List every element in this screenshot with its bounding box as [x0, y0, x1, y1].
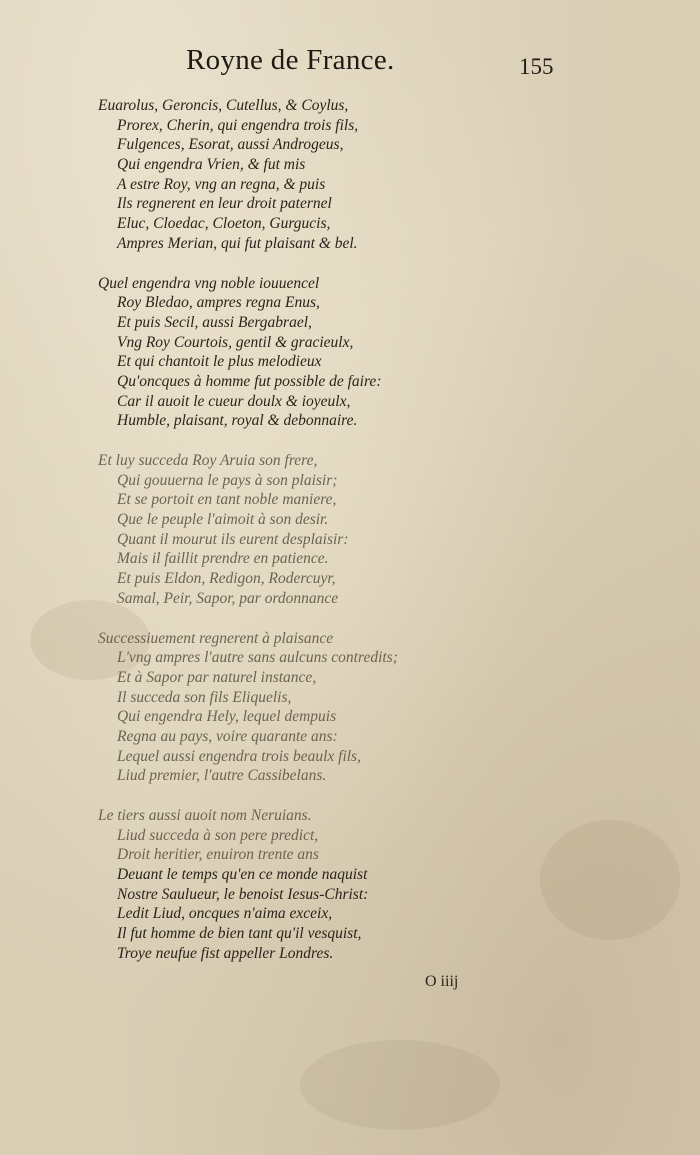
- stanza-gap: [0, 254, 700, 274]
- signature-mark: O iiij: [425, 973, 459, 990]
- poem-text: [0, 96, 700, 964]
- verse-line: Qui gouuerna le pays à son plaisir;: [117, 471, 338, 489]
- verse-line: Successiuement regnerent à plaisance: [98, 629, 334, 647]
- verse-line: Et puis Eldon, Redigon, Rodercuyr,: [117, 570, 336, 588]
- stanza: [0, 96, 700, 254]
- verse-line: Fulgences, Esorat, aussi Androgeus,: [117, 136, 344, 154]
- stanza: [0, 451, 700, 609]
- verse-line: Regna au pays, voire quarante ans:: [117, 727, 338, 745]
- stanza: [0, 629, 700, 787]
- verse-line: Le tiers aussi auoit nom Neruians.: [98, 807, 312, 824]
- verse-line: Et qui chantoit le plus melodieux: [117, 353, 322, 371]
- verse-line: Et puis Secil, aussi Bergabrael,: [117, 313, 312, 331]
- verse-line: Qu'oncques à homme fut possible de faire:: [117, 372, 382, 390]
- verse-line: Qui engendra Hely, lequel dempuis: [117, 708, 337, 726]
- verse-line: Prorex, Cherin, qui engendra trois fils,: [117, 116, 359, 134]
- verse-line: Mais il faillit prendre en patience.: [117, 550, 329, 568]
- verse-line: Qui engendra Vrien, & fut mis: [117, 156, 306, 174]
- verse-line: Roy Bledao, ampres regna Enus,: [117, 294, 320, 312]
- verse-line: Et luy succeda Roy Aruia son frere,: [98, 452, 318, 469]
- stanza: [0, 274, 700, 432]
- verse-line: Vng Roy Courtois, gentil & gracieulx,: [117, 333, 354, 351]
- verse-line: Car il auoit le cueur doulx & ioyeulx,: [117, 392, 351, 410]
- page-number: 155: [519, 54, 554, 79]
- verse-line: Quel engendra vng noble iouuencel: [98, 274, 320, 292]
- verse-line: Deuant le temps qu'en ce monde naquist: [117, 866, 368, 884]
- verse-line: Samal, Peir, Sapor, par ordonnance: [117, 589, 339, 607]
- verse-line: Eluc, Cloedac, Cloeton, Gurgucis,: [117, 215, 331, 233]
- verse-line: L'vng ampres l'autre sans aulcuns contredits;: [117, 649, 398, 667]
- verse-line: Quant il mourut ils eurent desplaisir:: [117, 530, 349, 548]
- verse-line: Il succeda son fils Eliquelis,: [117, 688, 292, 706]
- verse-line: Liud succeda à son pere predict,: [117, 826, 319, 844]
- verse-line: Nostre Saulueur, le benoist Iesus-Christ:: [117, 885, 369, 903]
- verse-line: Lequel aussi engendra trois beaulx fils,: [117, 747, 361, 765]
- verse-line: Troye neufue fist appeller Londres.: [117, 944, 334, 962]
- stanza: [0, 806, 700, 964]
- verse-line: Et à Sapor par naturel instance,: [117, 668, 317, 686]
- paper-stain: [300, 1040, 500, 1130]
- page-title: Royne de France.: [186, 44, 395, 76]
- verse-line: Ils regnerent en leur droit paternel: [117, 195, 332, 213]
- verse-line: Euarolus, Geroncis, Cutellus, & Coylus,: [98, 97, 349, 114]
- verse-line: Ampres Merian, qui fut plaisant & bel.: [117, 234, 358, 252]
- stanza-gap: [0, 609, 700, 629]
- verse-line: Que le peuple l'aimoit à son desir.: [117, 511, 329, 529]
- running-head: [0, 44, 700, 88]
- verse-line: Liud premier, l'autre Cassibelans.: [117, 767, 327, 785]
- stanza-gap: [0, 786, 700, 806]
- stanza-gap: [0, 431, 700, 451]
- verse-line: Humble, plaisant, royal & debonnaire.: [117, 412, 358, 430]
- verse-line: A estre Roy, vng an regna, & puis: [117, 175, 326, 193]
- verse-line: Droit heritier, enuiron trente ans: [117, 846, 319, 864]
- verse-line: Et se portoit en tant noble maniere,: [117, 491, 337, 509]
- verse-line: Il fut homme de bien tant qu'il vesquist,: [117, 925, 362, 943]
- verse-line: Ledit Liud, oncques n'aima exceix,: [117, 905, 333, 923]
